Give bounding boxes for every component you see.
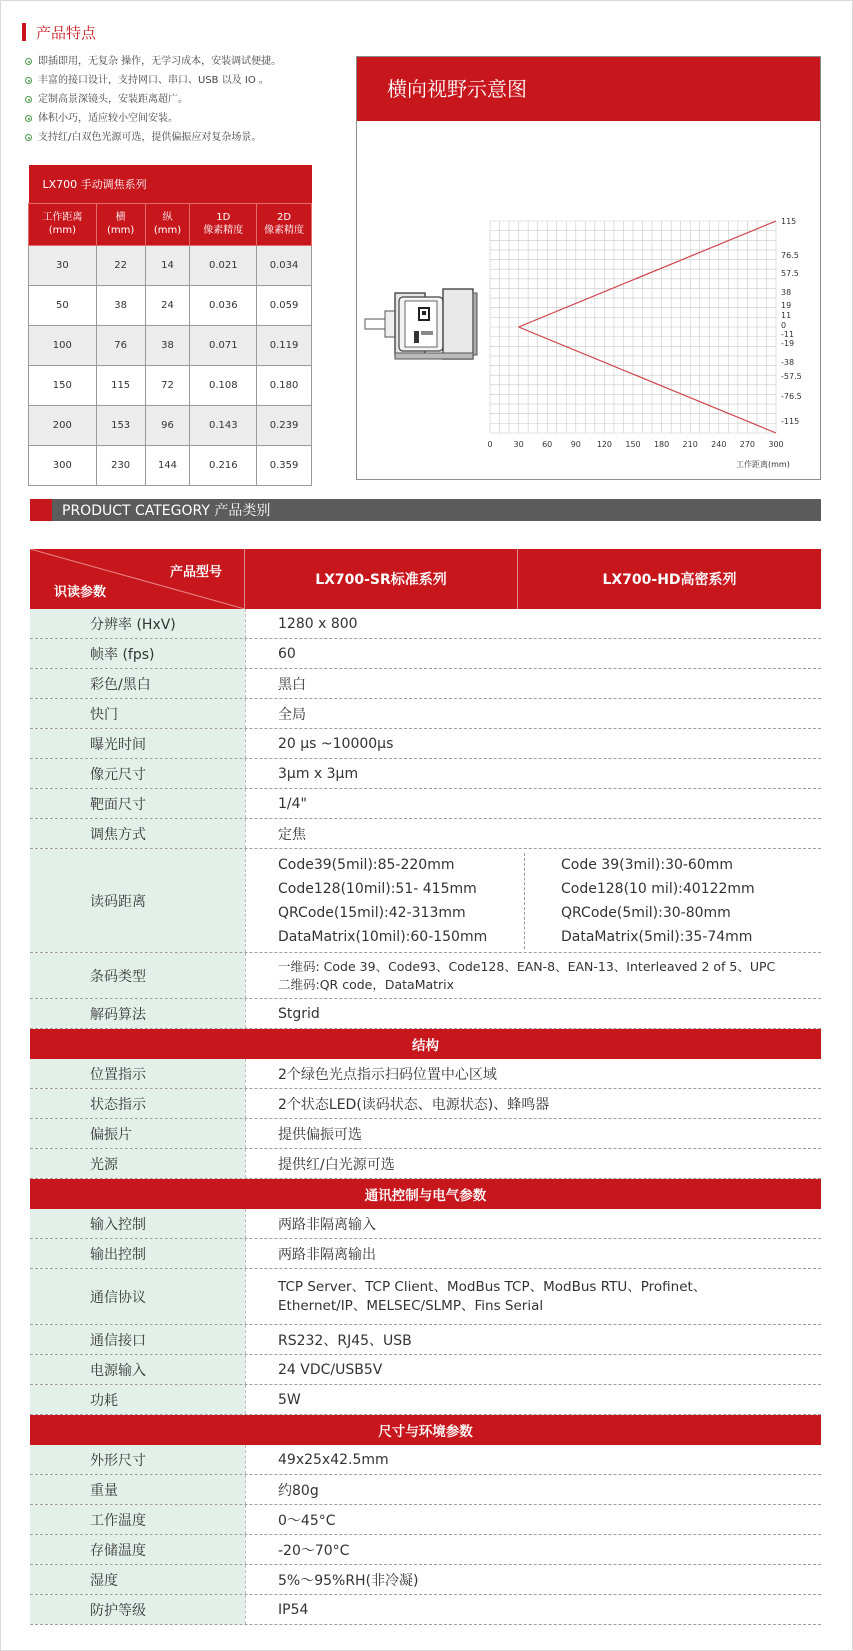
fov-panel xyxy=(356,56,821,480)
y-tick-label: 19 xyxy=(781,301,792,310)
scanner-device-illustration xyxy=(365,289,477,359)
y-tick-label: 38 xyxy=(781,288,792,297)
fov-boundary-lower xyxy=(519,327,776,433)
x-tick-label: 0 xyxy=(487,440,493,449)
section-environment: 尺寸与环境参数 xyxy=(30,1415,821,1445)
y-tick-label: -57.5 xyxy=(781,372,802,381)
spec-row: 输出控制 两路非隔离输出 xyxy=(30,1239,821,1269)
spec-row: 光源 提供红/白光源可选 xyxy=(30,1149,821,1179)
x-tick-label: 180 xyxy=(653,440,670,449)
spec-row: 湿度 5%～95%RH(非冷凝) xyxy=(30,1565,821,1595)
x-tick-label: 300 xyxy=(768,440,784,449)
x-axis-label: 工作距离(mm) xyxy=(736,460,790,469)
spec-row: 分辨率 (HxV) 1280 x 800 xyxy=(30,609,821,639)
x-tick-label: 240 xyxy=(711,440,727,449)
table-row: 300 230 144 0.216 0.359 xyxy=(29,445,312,485)
spec-row: 彩色/黑白 黑白 xyxy=(30,669,821,699)
spec-row: 快门 全局 xyxy=(30,699,821,729)
feature-item: 丰富的接口设计，支持网口、串口、USB 以及 IO 。 xyxy=(25,71,345,90)
spec-row: 曝光时间 20 μs ~10000μs xyxy=(30,729,821,759)
spec-row: 像元尺寸 3μm x 3μm xyxy=(30,759,821,789)
spec-row-protocol: 通信协议 TCP Server、TCP Client、ModBus TCP、ModBus RTU、Profinet、 Ethernet/IP、MELSEC/SLMP、Fins Serial xyxy=(30,1269,821,1325)
feature-item: 支持红/白双色光源可选，提供偏振应对复杂场景。 xyxy=(25,128,345,147)
spec-row: 重量 约80g xyxy=(30,1475,821,1505)
table-row: 200 153 96 0.143 0.239 xyxy=(29,405,312,445)
fov-title: 横向视野示意图 xyxy=(357,57,820,121)
y-tick-label: 76.5 xyxy=(781,251,799,260)
spec-row-read-distance: 读码距离 Code39(5mil):85-220mm Code128(10mil):51- 415mm QRCode(15mil):42-313mm DataMatrix(10mil):60-150mm Code 39(3mil):30-60mm Code128(10 mil):40122mm QRCode(5mil):30-80mm DataMatrix(5mil):35-74mm xyxy=(30,849,821,953)
x-tick-label: 150 xyxy=(625,440,641,449)
focus-series-table xyxy=(28,165,312,486)
column-header: 1D 像素精度 xyxy=(190,203,257,245)
read-distance-hd: Code 39(3mil):30-60mm Code128(10 mil):40122mm QRCode(5mil):30-80mm DataMatrix(5mil):35-74mm xyxy=(524,853,821,949)
features-list xyxy=(25,52,345,147)
spec-row: 功耗 5W xyxy=(30,1385,821,1415)
x-tick-label: 30 xyxy=(513,440,524,449)
category-bar xyxy=(30,499,821,521)
bullet-icon xyxy=(25,77,32,84)
spec-row: 靶面尺寸 1/4" xyxy=(30,789,821,819)
spec-row: 帧率 (fps) 60 xyxy=(30,639,821,669)
y-tick-label: 115 xyxy=(781,217,797,226)
table-row: 30 22 14 0.021 0.034 xyxy=(29,245,312,285)
spec-table xyxy=(30,549,821,1625)
column-header: 工作距离 (mm) xyxy=(29,203,97,245)
x-tick-label: 210 xyxy=(682,440,698,449)
spec-row: 外形尺寸 49x25x42.5mm xyxy=(30,1445,821,1475)
spec-row: 调焦方式 定焦 xyxy=(30,819,821,849)
y-tick-label: -19 xyxy=(781,339,795,348)
y-tick-label: -38 xyxy=(781,358,795,367)
bullet-icon xyxy=(25,96,32,103)
spec-row: 防护等级 IP54 xyxy=(30,1595,821,1625)
header-corner-cell xyxy=(30,549,245,609)
y-tick-label: 57.5 xyxy=(781,269,799,278)
x-tick-label: 90 xyxy=(570,440,581,449)
y-tick-label: -76.5 xyxy=(781,392,802,401)
y-tick-label: -115 xyxy=(781,417,800,426)
category-accent xyxy=(30,499,52,521)
column-sr: LX700-SR标准系列 xyxy=(245,549,518,609)
corner-top-label: 产品型号 xyxy=(169,565,222,580)
spec-table-header xyxy=(30,549,821,609)
corner-bottom-label: 识读参数 xyxy=(54,585,107,600)
table-caption: LX700 手动调焦系列 xyxy=(29,165,312,203)
heading-accent-bar xyxy=(22,23,26,41)
table-row: 100 76 38 0.071 0.119 xyxy=(29,325,312,365)
spec-row-barcode-type: 条码类型 一维码: Code 39、Code93、Code128、EAN-8、EAN-13、Interleaved 2 of 5、UPC 二维码:QR code，DataMatrix xyxy=(30,953,821,999)
bullet-icon xyxy=(25,58,32,65)
section-structure: 结构 xyxy=(30,1029,821,1059)
spec-row: 输入控制 两路非隔离输入 xyxy=(30,1209,821,1239)
feature-item: 即插即用，无复杂 操作，无学习成本，安装调试便捷。 xyxy=(25,52,345,71)
section-communication: 通讯控制与电气参数 xyxy=(30,1179,821,1209)
feature-item: 体积小巧，适应较小空间安装。 xyxy=(25,109,345,128)
spec-row: 偏振片 提供偏振可选 xyxy=(30,1119,821,1149)
table-row: 50 38 24 0.036 0.059 xyxy=(29,285,312,325)
column-header: 纵 (mm) xyxy=(145,203,190,245)
features-heading xyxy=(22,22,96,42)
table-row: 150 115 72 0.108 0.180 xyxy=(29,365,312,405)
spec-row: 状态指示 2个状态LED(读码状态、电源状态)、蜂鸣器 xyxy=(30,1089,821,1119)
spec-row: 工作温度 0～45°C xyxy=(30,1505,821,1535)
bullet-icon xyxy=(25,115,32,122)
fov-boundary-upper xyxy=(519,221,776,327)
column-header: 横 (mm) xyxy=(96,203,145,245)
fov-chart xyxy=(357,121,820,479)
x-tick-label: 270 xyxy=(739,440,756,449)
column-header: 2D 像素精度 xyxy=(257,203,312,245)
spec-row: 通信接口 RS232、RJ45、USB xyxy=(30,1325,821,1355)
spec-row: 存储温度 -20～70°C xyxy=(30,1535,821,1565)
y-tick-label: 11 xyxy=(781,311,792,320)
read-distance-sr: Code39(5mil):85-220mm Code128(10mil):51- 415mm QRCode(15mil):42-313mm DataMatrix(10mil):60-150mm xyxy=(278,856,488,945)
column-hd: LX700-HD高密系列 xyxy=(602,572,737,588)
spec-row: 电源输入 24 VDC/USB5V xyxy=(30,1355,821,1385)
spec-row: 解码算法 Stgrid xyxy=(30,999,821,1029)
feature-item: 定制高景深镜头，安装距离超广。 xyxy=(25,90,345,109)
y-tick-label: -11 xyxy=(781,330,795,339)
x-tick-label: 120 xyxy=(596,440,613,449)
x-tick-label: 60 xyxy=(542,440,553,449)
spec-row: 位置指示 2个绿色光点指示扫码位置中心区域 xyxy=(30,1059,821,1089)
bullet-icon xyxy=(25,134,32,141)
features-title: 产品特点 xyxy=(36,23,97,42)
category-label: PRODUCT CATEGORY 产品类别 xyxy=(62,503,271,519)
y-tick-label: 0 xyxy=(781,321,787,330)
